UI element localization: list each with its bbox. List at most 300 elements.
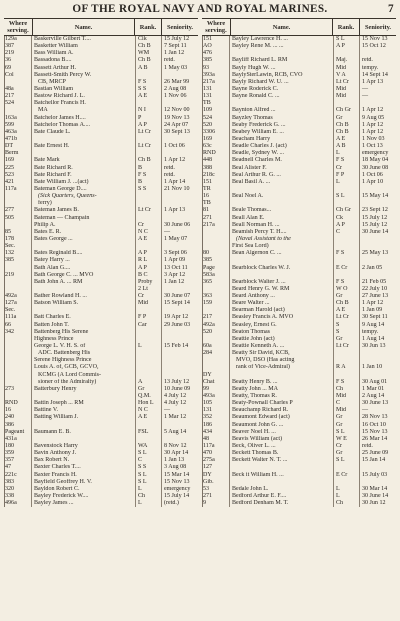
entry-name: Bayley Rene M. ... ... <box>230 43 334 50</box>
entry-station: 386 <box>4 422 32 429</box>
entry-rank: FSL <box>136 429 162 436</box>
entry-name: Beasley, Ernest G. <box>230 322 334 329</box>
entry-rank: R A <box>334 364 360 371</box>
entry-station <box>4 193 32 200</box>
entry-station: 385 <box>202 57 230 64</box>
entry-row <box>202 172 396 179</box>
entry-name: Baskerville Gilbert T.... <box>32 36 136 43</box>
entry-station: 93 <box>202 65 230 72</box>
entry-station <box>4 265 32 272</box>
entry-row <box>4 243 198 250</box>
entry-seniority <box>162 436 198 443</box>
entry-row <box>202 443 396 450</box>
entry-row <box>202 136 396 143</box>
entry-row <box>202 493 396 500</box>
entry-station: 36 <box>4 57 32 64</box>
entry-station: 471b <box>4 136 32 143</box>
entry-seniority: — <box>362 407 369 414</box>
entry-seniority: 1 Oct 13 <box>362 143 383 150</box>
entry-seniority: 2 Aug 08 <box>164 85 187 92</box>
entry-station <box>4 343 32 350</box>
entry-row <box>202 464 396 471</box>
entry-seniority: 15 July 03 <box>362 471 388 478</box>
entry-row <box>202 222 396 229</box>
entry-seniority <box>360 243 396 250</box>
entry-row <box>202 143 396 150</box>
header-seniority: Seniority. <box>364 23 392 31</box>
entry-row <box>4 464 198 471</box>
entry-seniority <box>162 357 198 364</box>
entry-station: 492a <box>202 322 230 329</box>
entry-row <box>4 186 198 193</box>
entry-name: Highness Prince <box>32 336 136 343</box>
entry-rank: E Cr <box>334 472 360 479</box>
entry-rank: F S <box>136 79 162 86</box>
entry-seniority: 1 Mar 12 <box>164 414 187 421</box>
entry-row <box>4 36 198 43</box>
entry-row <box>4 286 198 293</box>
entry-seniority <box>162 286 198 293</box>
entry-rank <box>334 272 360 279</box>
entry-row <box>4 57 198 64</box>
entry-station: 16 <box>4 407 32 414</box>
entry-seniority: 15 Nov 13 <box>164 478 190 485</box>
entry-station: DY <box>202 472 230 479</box>
entry-rank: Mid <box>136 300 162 307</box>
entry-row <box>202 479 396 486</box>
entry-seniority: emergency <box>362 150 389 157</box>
entry-rank: F S <box>334 157 360 164</box>
entry-seniority: — <box>362 93 369 100</box>
entry-row <box>202 207 396 214</box>
entry-rank: A B <box>334 143 360 150</box>
entry-seniority: 1 Jan 10 <box>362 364 383 371</box>
entry-station: 111a <box>4 314 32 321</box>
header-name: Name. <box>33 19 135 35</box>
entry-seniority: 15 Jan 14 <box>362 457 386 464</box>
entry-row <box>202 215 396 222</box>
entry-name: KCMG (A Lord Commis- <box>32 372 136 379</box>
entry-name: Batting William J. <box>32 414 136 421</box>
entry-seniority: retd. <box>164 57 175 64</box>
entry-row <box>202 500 396 507</box>
entry-name: Baxter Francis H. <box>32 472 136 479</box>
entry-name: Beadnell Charles M. <box>230 157 334 164</box>
entry-seniority <box>162 193 198 200</box>
entry-name: (Naval Assistant to the <box>230 236 334 243</box>
entry-rank <box>136 307 162 314</box>
entry-station: 523 <box>4 172 32 179</box>
entry-name: BaylySterLawin, RCB, CVO <box>230 72 334 79</box>
entry-name: Bedale John L. <box>230 486 334 493</box>
entry-rank: F S <box>334 250 360 257</box>
entry-station <box>4 350 32 357</box>
entry-row <box>4 43 198 50</box>
entry-name: Bearblock Walter J. ... <box>230 279 334 286</box>
entry-name: Beatty Henry B. ... <box>230 379 334 386</box>
entry-name: Bastow Richard J. L. <box>32 93 136 100</box>
entry-name: Beard Anthony ... <box>230 293 334 300</box>
entry-row <box>202 457 396 464</box>
entry-row <box>4 429 198 436</box>
header-where-serving: Where serving. <box>202 19 231 35</box>
entry-name: Beatty, Thomas R. <box>230 393 334 400</box>
entry-row <box>4 250 198 257</box>
entry-seniority: 1 Jan 13 <box>164 457 185 464</box>
entry-seniority: 4 July 12 <box>164 400 187 407</box>
entry-seniority: 29 June 03 <box>164 321 191 328</box>
entry-row <box>4 229 198 236</box>
entry-station: 109 <box>202 107 230 114</box>
entry-rank: Mid <box>334 393 360 400</box>
entry-seniority: (retd.) <box>164 500 179 507</box>
entry-row <box>202 179 396 186</box>
entry-rank <box>136 350 162 357</box>
entry-name: Bayly Hugh W. ... <box>230 65 334 72</box>
entry-seniority: 15 Feb 14 <box>164 343 189 350</box>
entry-name: Bassadona B.... <box>32 57 136 64</box>
entry-name: Bayley Lawrence H. ... <box>230 36 334 43</box>
entry-station: Pageant <box>4 429 32 436</box>
entry-station: 434 <box>202 429 230 436</box>
entry-rank: F S <box>136 172 162 179</box>
entry-row <box>4 400 198 407</box>
entry-station: 117a <box>4 186 32 193</box>
entry-name: Batchelor James H.... <box>32 115 136 122</box>
entry-rank: Proby <box>136 279 162 286</box>
entry-seniority: 27 June 13 <box>362 293 389 300</box>
entry-station: 159 <box>202 300 230 307</box>
entry-row <box>4 343 198 350</box>
entry-name: ferry) <box>32 200 136 207</box>
header-name: Name. <box>231 19 333 35</box>
entry-station: 225 <box>4 165 32 172</box>
entry-row <box>4 436 198 443</box>
header-rank: Rank. <box>333 19 360 35</box>
entry-name: Beckett Walter N. T. ... <box>230 457 334 464</box>
entry-rank: A P <box>136 250 162 257</box>
entry-rank: W E <box>334 436 360 443</box>
entry-station: 217a <box>202 79 230 86</box>
entry-name: Beck, Oliver L. ... <box>230 443 334 450</box>
entry-name: Beal Arthur R. G. ... <box>230 172 334 179</box>
entry-seniority <box>360 372 396 379</box>
entry-station: 520 <box>202 329 230 336</box>
entry-name: Bath John A. ... RM <box>32 279 136 286</box>
entry-station: 66 <box>4 322 32 329</box>
entry-name: Bassett-Smith Percy W. <box>32 72 136 79</box>
entry-row <box>202 186 396 193</box>
entry-name: rank of Vice-Admiral) <box>230 364 334 371</box>
entry-row <box>4 265 198 272</box>
entry-rank: F P <box>334 172 360 179</box>
entry-name: Bates E. R. <box>32 229 136 236</box>
entry-rank <box>136 193 162 200</box>
entry-seniority <box>162 215 198 222</box>
entry-name: Baynton Alfred ... <box>230 107 334 114</box>
entry-seniority <box>162 350 198 357</box>
entry-row <box>202 272 396 279</box>
entry-name <box>32 422 136 429</box>
entry-station <box>4 364 32 371</box>
entry-seniority: 15 Nov 13 <box>362 36 388 42</box>
entry-rank: WA <box>136 443 162 450</box>
entry-seniority <box>162 136 198 143</box>
entry-seniority: 7 Sept 11 <box>164 43 187 50</box>
entry-seniority <box>360 350 396 357</box>
entry-row <box>4 172 198 179</box>
entry-name: Beasley Francis A. MVO <box>230 314 334 321</box>
entry-name: Bate Claude L. <box>32 129 136 136</box>
entry-row <box>202 65 396 72</box>
entry-rank: R L <box>136 257 162 264</box>
entry-seniority: 1 Apr 12 <box>164 157 186 164</box>
entry-rank: B <box>136 165 162 172</box>
entry-seniority: 15 July 14 <box>164 493 190 499</box>
entry-row <box>202 165 396 172</box>
entry-station: 240 <box>4 414 32 421</box>
entry-station: 463a <box>4 129 32 136</box>
entry-name: Beall Alan E. <box>230 215 334 222</box>
entry-row <box>4 150 198 157</box>
entry-rank: S <box>334 329 360 336</box>
entry-station: 217 <box>4 93 32 100</box>
entry-rank: Ch <box>334 386 360 393</box>
entry-name: Bass William A. <box>32 50 136 57</box>
entry-name: Bearblock Charles W. J. <box>230 265 334 272</box>
entry-name: Bather Rowland H. ... <box>32 293 136 300</box>
entry-station: DY <box>202 372 230 379</box>
entry-name: Philip A. <box>32 222 136 229</box>
entry-row <box>4 107 198 114</box>
entry-seniority: tempy. <box>362 64 379 71</box>
entry-station: 131 <box>202 407 230 414</box>
entry-rank: Ch <box>334 500 360 507</box>
entry-rank <box>136 329 162 336</box>
entry-rank <box>334 243 360 250</box>
entry-seniority: 21 Feb 05 <box>362 278 387 285</box>
entry-row <box>4 207 198 214</box>
entry-station: 186 <box>202 422 230 429</box>
entry-row <box>202 229 396 236</box>
entry-row <box>202 157 396 164</box>
entry-rank: Lt Cr <box>136 129 162 136</box>
entry-station <box>202 357 230 364</box>
entry-station: 169 <box>4 157 32 164</box>
entry-rank: C <box>334 400 360 407</box>
entry-station: 496a <box>4 500 32 507</box>
entry-station: 3306 <box>202 129 230 136</box>
entry-seniority: 22 July 10 <box>362 285 388 292</box>
entry-row <box>4 257 198 264</box>
entry-name: CB, MRCP <box>32 79 136 86</box>
entry-rank: Cr <box>334 165 360 172</box>
entry-rank: L <box>334 179 360 186</box>
entry-row <box>202 115 396 122</box>
entry-row <box>202 100 396 107</box>
entry-name: Bastian William <box>32 86 136 93</box>
entry-rank: F S <box>334 279 360 286</box>
entry-rank <box>334 357 360 364</box>
entry-row <box>202 336 396 343</box>
entry-seniority <box>162 307 198 314</box>
entry-station: 359 <box>4 450 32 457</box>
entry-row <box>4 65 198 72</box>
entry-row <box>4 215 198 222</box>
entry-rank: L <box>334 150 360 157</box>
entry-station <box>4 222 32 229</box>
entry-name: Beadle Charles J. (act) <box>230 143 334 150</box>
entry-seniority: 1 Apr 10 <box>362 178 384 185</box>
entry-name: Beattie John (act) <box>230 336 334 343</box>
entry-station: 271 <box>202 493 230 500</box>
entry-station <box>202 307 230 314</box>
entry-seniority <box>162 200 198 207</box>
entry-row <box>4 79 198 86</box>
entry-station: RND <box>202 150 230 157</box>
entry-seniority <box>360 200 396 207</box>
entry-rank: A E <box>136 414 162 421</box>
entry-rank <box>136 357 162 364</box>
entry-name: Beabey William E. ... <box>230 129 334 136</box>
entry-rank <box>334 372 360 379</box>
entry-name <box>32 286 136 293</box>
entry-station: 583a <box>202 272 230 279</box>
entry-name <box>32 243 136 250</box>
entry-rank: Lt Cr <box>136 207 162 214</box>
entry-rank: A P <box>136 265 162 272</box>
entry-name: Beal Basil A. ... <box>230 179 334 186</box>
entry-row <box>202 372 396 379</box>
header-rank: Rank. <box>135 19 162 35</box>
entry-station: Berm <box>4 150 32 157</box>
entry-row <box>202 79 396 86</box>
entry-name: Bateman — Champain <box>32 215 136 222</box>
entry-name: Batt Charles E. <box>32 314 136 321</box>
entry-row <box>4 372 198 379</box>
entry-name: Batten John T. <box>32 322 136 329</box>
entry-station: 80 <box>202 250 230 257</box>
entry-row <box>202 472 396 479</box>
entry-row <box>202 250 396 257</box>
entry-rank <box>136 364 162 371</box>
entry-row <box>202 314 396 321</box>
entry-seniority <box>162 100 198 107</box>
entry-station: 448 <box>202 157 230 164</box>
entry-row <box>4 486 198 493</box>
entry-rank: Maj. <box>334 57 360 64</box>
entry-station: 218c <box>202 172 230 179</box>
entry-station: 388 <box>202 165 230 172</box>
entry-rank: S S <box>136 464 162 471</box>
entry-row <box>4 443 198 450</box>
entry-row <box>202 400 396 407</box>
entry-name: Louis A. of, GCB, GCVO, <box>32 364 136 371</box>
entry-row <box>4 379 198 386</box>
entry-seniority <box>162 150 198 157</box>
entry-name: Beattie Kenneth A. ... <box>230 343 334 350</box>
entry-seniority: 30 Apr 14 <box>164 450 189 457</box>
entry-station: Col <box>4 72 32 79</box>
entry-rank: W O <box>334 286 360 293</box>
entry-seniority <box>360 272 396 279</box>
entry-row <box>202 329 396 336</box>
entry-row <box>202 257 396 264</box>
entry-station: 48 <box>202 436 230 443</box>
entry-rank: Gr <box>136 386 162 393</box>
entry-name <box>32 436 136 443</box>
entry-station: 151 <box>202 179 230 186</box>
entry-name: Beaver Noel H. ... <box>230 429 334 436</box>
entry-station: 476 <box>202 50 230 57</box>
entry-row <box>4 407 198 414</box>
entry-name: Beaton Thomas <box>230 329 334 336</box>
entry-rank: Ch B <box>334 300 360 307</box>
entry-station <box>202 286 230 293</box>
entry-row <box>4 72 198 79</box>
entry-row <box>202 129 396 136</box>
entry-rank: A <box>136 379 162 386</box>
left-entries <box>4 36 198 507</box>
entry-seniority: 1 Apr 12 <box>362 107 384 114</box>
entry-rank: Lt Cr <box>136 143 162 150</box>
entry-seniority: 1 Apr 12 <box>362 128 384 135</box>
entry-name: Beal Noel A. <box>230 193 334 200</box>
entry-row <box>202 307 396 314</box>
entry-station: AO <box>202 43 230 50</box>
entry-row <box>4 157 198 164</box>
entry-rank: Ch B <box>136 157 162 164</box>
entry-name: Bassett Arthur H. <box>32 65 136 72</box>
entry-station: 163a <box>4 115 32 122</box>
entry-rank: Gr <box>334 336 360 343</box>
entry-seniority: 1 Apr 13 <box>362 78 384 85</box>
entry-row <box>202 57 396 64</box>
entry-station: 127 <box>202 464 230 471</box>
entry-rank: E Cr <box>334 265 360 272</box>
entry-seniority: 1 Nov 03 <box>362 135 385 142</box>
entry-rank: Ck <box>334 215 360 222</box>
entry-rank <box>136 136 162 143</box>
entry-name: sioner of the Admiralty) <box>32 379 136 386</box>
entry-station: 357 <box>4 457 32 464</box>
entry-name <box>32 307 136 314</box>
entry-rank <box>334 350 360 357</box>
entry-rank <box>334 100 360 107</box>
entry-row <box>202 150 396 157</box>
entry-name: First Sea Lord) <box>230 243 334 250</box>
entry-name: Beck it William H. ... <box>230 472 334 479</box>
entry-station: Gib. <box>202 479 230 486</box>
entry-row <box>4 450 198 457</box>
entry-station: 431a <box>4 436 32 443</box>
entry-station <box>202 336 230 343</box>
entry-name: Baxter Charles T.... <box>32 464 136 471</box>
entry-name: Bath George C. ... MVO <box>32 272 136 279</box>
entry-seniority <box>360 479 396 486</box>
entry-name <box>230 372 334 379</box>
entry-seniority: 25 May 13 <box>362 250 389 257</box>
entry-rank: A E <box>136 236 162 243</box>
entry-name: Batey Harry ... <box>32 257 136 264</box>
entry-name: Bayly Richard W. U. ... <box>230 79 334 86</box>
entry-seniority: 30 June 13 <box>362 400 389 407</box>
entry-rank: A E <box>136 93 162 100</box>
entry-rank <box>136 243 162 250</box>
entry-name: Beadle, Sydney W. ... <box>230 150 334 157</box>
entry-station <box>4 357 32 364</box>
entry-rank: Mid <box>334 93 360 100</box>
